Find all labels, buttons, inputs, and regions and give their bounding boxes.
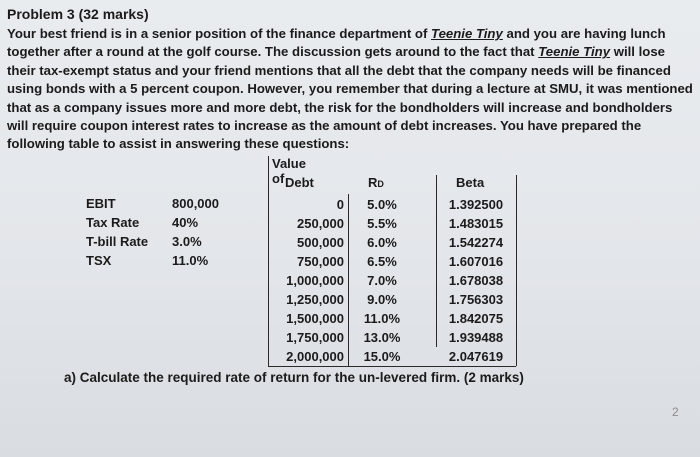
cell-debt: 2,000,000 [286,349,344,364]
cell-rd: 6.0% [367,235,397,250]
cell-debt: 750,000 [297,254,344,269]
cell-rd: 9.0% [367,292,397,307]
paragraph-segment-1: Your best friend is in a senior position of the finance department of [7,26,431,41]
param-value: 11.0% [172,253,209,268]
header-rd-subscript: D [377,179,384,189]
cell-rd: 15.0% [363,349,401,364]
cell-beta: 1.756303 [448,292,504,307]
param-label: EBIT [86,196,116,211]
param-value: 800,000 [172,196,219,211]
cell-debt: 1,500,000 [286,311,344,326]
cell-debt: 500,000 [297,235,344,250]
cell-beta: 2.047619 [448,349,504,364]
header-rd-letter: R [368,175,378,190]
cell-beta: 1.542274 [448,235,504,250]
cell-beta: 1.483015 [448,216,504,231]
cell-rd: 6.5% [367,254,397,269]
cell-beta: 1.842075 [448,311,504,326]
cell-debt: 1,000,000 [286,273,344,288]
cell-debt: 1,250,000 [286,292,344,307]
company-name-1: Teenie Tiny [431,26,503,41]
cell-rd: 13.0% [363,330,401,345]
page-number: 2 [672,405,679,419]
header-value-of: Value of [272,156,306,186]
paragraph-segment-2: and you are having lunch together after a round at the golf course. The discussion gets around to the fact that [7,26,666,60]
header-rd [368,175,384,190]
cell-beta: 1.678038 [448,273,504,288]
param-label: Tax Rate [86,215,140,230]
cell-rd: 5.0% [367,197,397,212]
cell-debt: 0 [336,197,344,212]
cell-beta: 1.392500 [448,197,504,212]
cell-rd: 7.0% [367,273,397,288]
table-border-bottom [268,366,516,367]
cell-debt: 1,750,000 [286,330,344,345]
problem-title [7,6,149,22]
table-border-right [516,175,517,366]
header-beta: Beta [456,175,485,190]
cell-rd: 11.0% [363,311,401,326]
cell-rd: 5.5% [367,216,397,231]
param-value: 40% [172,215,199,230]
company-name-2: Teenie Tiny [538,44,611,60]
cell-beta: 1.939488 [448,330,504,345]
table-divider-debt [348,194,349,366]
problem-title-text: Problem 3 (32 marks) [7,6,149,22]
cell-beta: 1.607016 [448,254,504,269]
param-label: T-bill Rate [86,234,149,249]
param-label: TSX [86,253,112,268]
header-debt: Debt [285,175,314,190]
paragraph-segment-3: will lose their tax-exempt status and your friend mentions that all the debt that the company needs will be financed using bonds with a 5 percent coupon. However, you remember that during a lecture at SMU, it was mentioned that as a company issues more and more debt, the risk for the bondholders will increase and bondholders will require coupon interest rates to increase as the amount of debt increases. You have prepared the following table to assist in answering these questions: [7,44,693,152]
problem-paragraph [7,25,697,154]
question-a: a) Calculate the required rate of return for the un-levered firm. (2 marks) [64,370,524,385]
param-value: 3.0% [172,234,202,249]
cell-debt: 250,000 [297,216,344,231]
